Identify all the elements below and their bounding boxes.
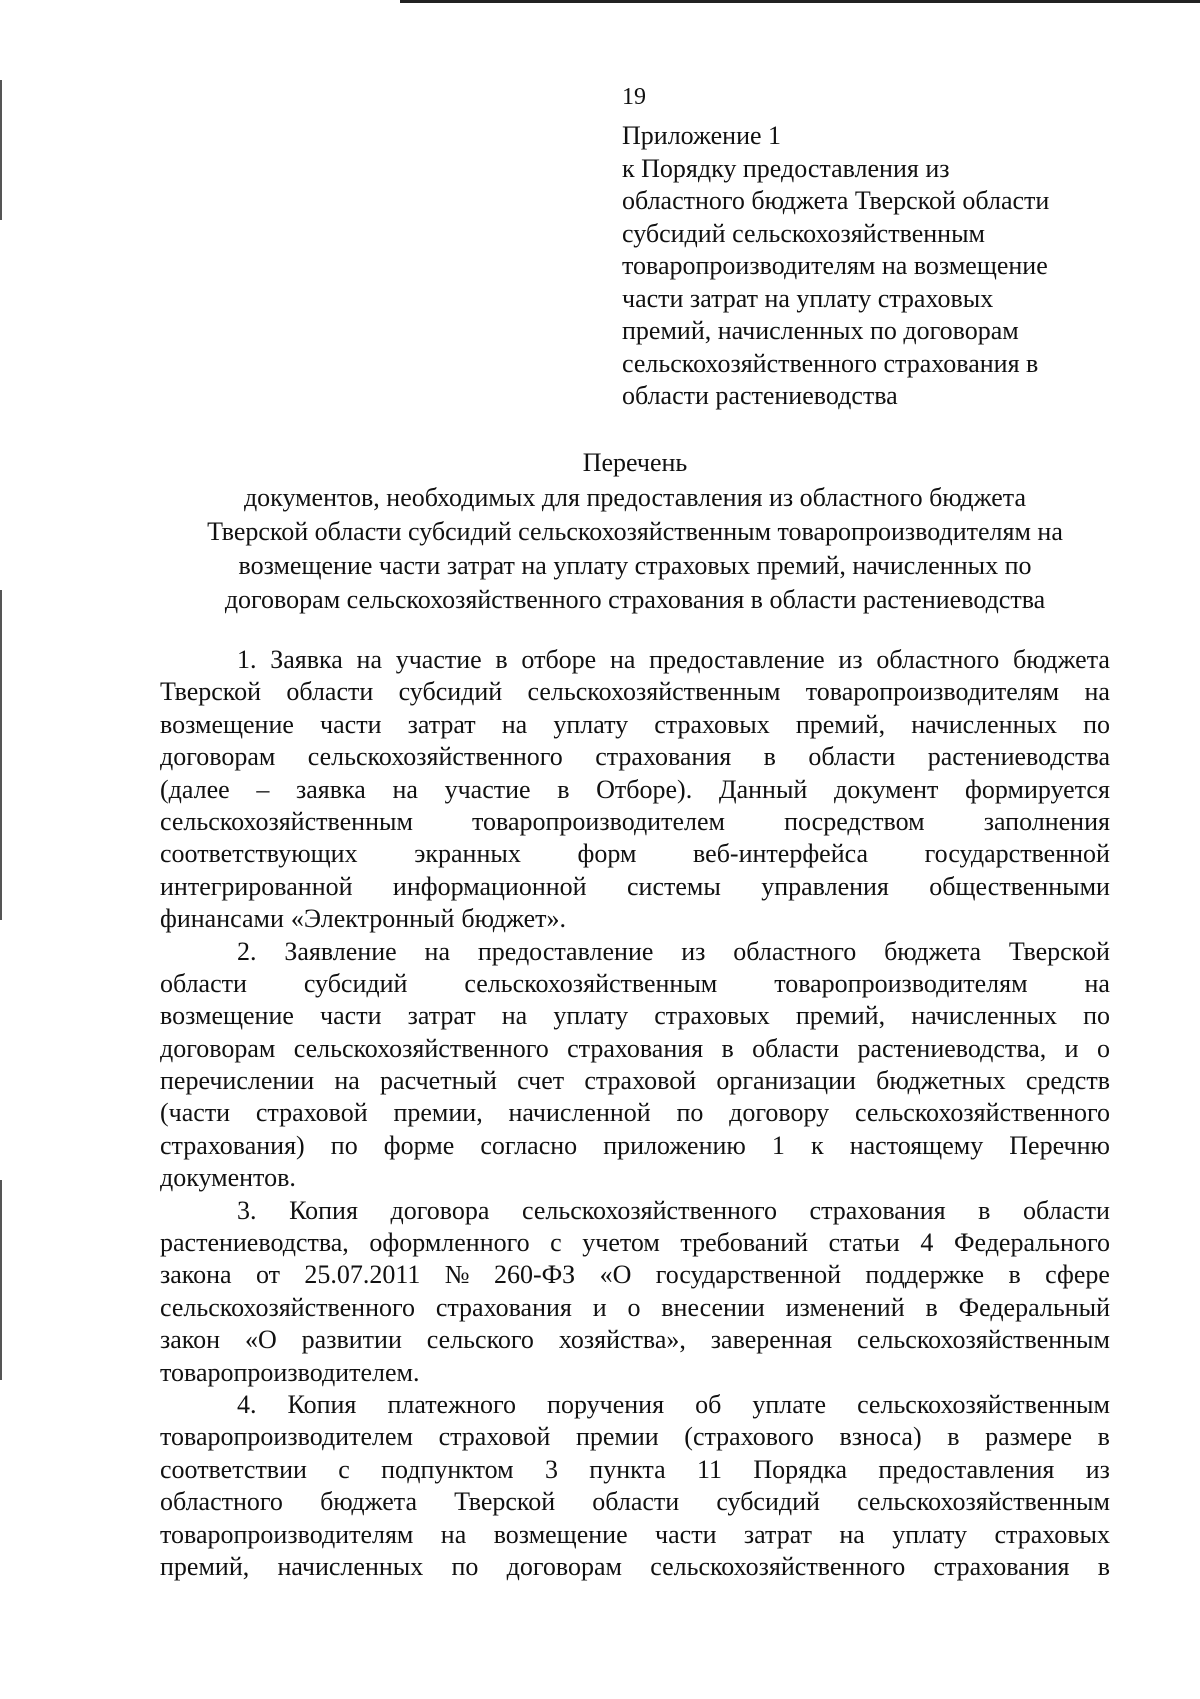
word: по (1083, 709, 1110, 739)
word: страхования (809, 1195, 946, 1225)
word: информационной (392, 871, 587, 901)
word: в (947, 1422, 960, 1452)
appendix-line: к Порядку предоставления из (622, 153, 950, 183)
word: «О (599, 1260, 632, 1290)
word: бюджета (320, 1487, 418, 1517)
word: от (255, 1260, 280, 1290)
word: договора (390, 1195, 490, 1225)
word: сельскохозяйственного (293, 1033, 549, 1063)
word: Заявление (284, 936, 397, 966)
word: предоставление (649, 645, 825, 674)
word: сельскохозяйственного (160, 1292, 415, 1322)
appendix-line: части затрат на уплату страховых (622, 283, 994, 313)
word: размере (985, 1422, 1073, 1452)
word: бюджета (1012, 645, 1110, 674)
word: поручения (547, 1389, 665, 1419)
word: по (676, 1098, 704, 1128)
word: сельскохозяйственным (857, 1389, 1110, 1419)
word: участие (395, 645, 482, 674)
word: сельскохозяйственного (650, 1551, 906, 1581)
word: сельскохозяйственным (464, 968, 718, 998)
word: сфере (1045, 1260, 1110, 1290)
word: изменений (785, 1292, 905, 1322)
word: внесении (661, 1292, 765, 1322)
word: договорам (506, 1551, 622, 1581)
word: возмещение (493, 1519, 628, 1549)
word: товаропроизводителям (160, 1519, 414, 1549)
word: страхования) (160, 1130, 305, 1160)
word: системы (626, 871, 721, 901)
word: заверенная (710, 1325, 833, 1355)
word: 25.07.2011 (304, 1260, 421, 1290)
word: № (444, 1260, 470, 1290)
word: начисленной (508, 1098, 651, 1128)
word: «Электронный (290, 904, 455, 934)
word: перечислении (160, 1066, 315, 1096)
word: подпунктом (381, 1454, 514, 1484)
body-line (160, 1033, 1110, 1065)
word: страховой (438, 1422, 551, 1452)
word: сельскохозяйственным (857, 1487, 1110, 1517)
word: страхования (595, 742, 732, 772)
body-line (160, 936, 1110, 968)
word: закона (160, 1260, 232, 1290)
word: Порядка (753, 1454, 848, 1484)
appendix-line: Приложение 1 (622, 121, 782, 150)
body-line (160, 1357, 1110, 1389)
word: в (1097, 1551, 1110, 1581)
word: взноса) (839, 1422, 922, 1452)
body-line (160, 1259, 1110, 1291)
word: субсидий (716, 1487, 820, 1517)
word: затрат (407, 1001, 476, 1031)
word: Тверской (1008, 936, 1110, 966)
word: с (338, 1454, 350, 1484)
word: в (721, 1033, 734, 1063)
word: и (1064, 1033, 1079, 1063)
body-line (160, 1195, 1110, 1227)
word: заполнения (983, 806, 1110, 836)
word: области (592, 1487, 680, 1517)
word: товаропроизводителям (805, 677, 1060, 707)
word: статьи (828, 1228, 900, 1258)
word: страховых (654, 1001, 770, 1031)
word: Заявка (270, 645, 343, 674)
body-line (160, 1421, 1110, 1453)
word: по (1083, 1001, 1110, 1031)
word: счет (517, 1066, 565, 1096)
word: субсидий (303, 968, 408, 998)
word: областного (876, 645, 1000, 674)
word: области (160, 968, 247, 998)
word: на (1084, 968, 1110, 998)
word: настоящему (849, 1130, 984, 1160)
word: Данный (718, 774, 808, 804)
body-line (160, 644, 1110, 676)
word: о (1096, 1033, 1110, 1063)
word: в (1008, 1260, 1021, 1290)
appendix-line: товаропроизводителям на возмещение (622, 251, 1048, 280)
word: на (501, 709, 528, 739)
word: отборе (521, 645, 597, 674)
word: требований (680, 1228, 809, 1258)
word: в (925, 1292, 938, 1322)
word: Перечню (1009, 1130, 1110, 1160)
word: в (978, 1195, 991, 1225)
word: в (495, 645, 508, 674)
word: Копия (289, 1195, 358, 1225)
word: сельскохозяйственным (857, 1325, 1110, 1355)
body-line (160, 1000, 1110, 1032)
word: бюджета (884, 936, 982, 966)
body-line (160, 903, 1110, 935)
word: Копия (287, 1389, 357, 1419)
appendix-line: премий, начисленных по договорам (622, 316, 1019, 345)
page-number: 19 (622, 84, 646, 110)
word: бюджет». (461, 904, 567, 934)
body-line (160, 1097, 1110, 1129)
word: из (681, 936, 706, 966)
word: договору (729, 1098, 830, 1128)
word: 2. (237, 936, 257, 966)
word: области (286, 677, 374, 707)
word: 260-ФЗ (493, 1260, 576, 1290)
body-line (160, 871, 1110, 903)
body-line (160, 1551, 1110, 1583)
word: субсидий (398, 677, 503, 707)
body-line (160, 968, 1110, 1000)
word: премий, (795, 709, 886, 739)
body-line (160, 1162, 1110, 1194)
word: начисленных (911, 1001, 1057, 1031)
word: страхования (567, 1033, 704, 1063)
word: Федеральный (958, 1292, 1110, 1322)
word: затрат (407, 709, 476, 739)
word: форм (577, 839, 637, 869)
word: форме (383, 1130, 455, 1160)
word: интегрированной (160, 871, 353, 901)
body-line (160, 709, 1110, 741)
word: страховых (994, 1519, 1110, 1549)
word: страховой (255, 1098, 368, 1128)
word: бюджетных (876, 1066, 1006, 1096)
word: организации (716, 1066, 856, 1096)
body-line (160, 838, 1110, 870)
body-line (160, 1227, 1110, 1259)
subtitle-line: договорам сельскохозяйственного страхования в области растениеводства (224, 585, 1046, 614)
body-line (160, 1454, 1110, 1486)
word: и (592, 1292, 607, 1322)
scan-edge-mark (0, 80, 2, 220)
word: в (557, 774, 570, 804)
word: области (752, 1033, 840, 1063)
word: товаропроизводителям (774, 968, 1028, 998)
word: (страхового (684, 1422, 814, 1452)
word: в (1097, 1422, 1110, 1452)
word: о (627, 1292, 641, 1322)
subtitle-line: возмещение части затрат на уплату страховых премий, начисленных по (238, 551, 1032, 580)
top-border-line (400, 0, 1200, 3)
word: уплате (752, 1389, 827, 1419)
appendix-line: сельскохозяйственного страхования в (622, 348, 1039, 378)
word: возмещение (160, 709, 294, 739)
body-line (160, 676, 1110, 708)
word: на (839, 1519, 865, 1549)
body-line (160, 1519, 1110, 1551)
word: премий, (795, 1001, 886, 1031)
word: 4. (237, 1389, 257, 1419)
word: к (810, 1130, 824, 1160)
word: затрат (743, 1519, 812, 1549)
word: товаропроизводителем (472, 806, 725, 836)
word: части (320, 1001, 382, 1031)
word: возмещение (160, 1001, 294, 1031)
word: 1 (771, 1130, 785, 1160)
word: области (1023, 1195, 1110, 1225)
word: на (424, 936, 450, 966)
word: на (440, 1519, 467, 1549)
word: документов. (160, 1163, 296, 1193)
word: сельскохозяйственным (527, 677, 781, 707)
body-line (160, 741, 1110, 773)
word: Федерального (953, 1228, 1110, 1258)
word: документ (833, 774, 939, 804)
word: веб-интерфейса (693, 839, 869, 869)
word: закон (160, 1325, 221, 1355)
word: с (550, 1228, 562, 1258)
word: страхования (933, 1551, 1070, 1581)
word: на (334, 1066, 360, 1096)
appendix-line: субсидий сельскохозяйственным (622, 218, 985, 248)
word: государственной (924, 839, 1110, 869)
word: по (451, 1551, 479, 1581)
word: растениеводства, (160, 1228, 349, 1258)
word: на (1084, 677, 1110, 707)
word: начисленных (911, 709, 1057, 739)
word: страховых (654, 709, 770, 739)
word: растениеводства (927, 742, 1110, 772)
word: приложению (603, 1130, 746, 1160)
word: поддержке (865, 1260, 985, 1290)
word: части (320, 709, 382, 739)
word: сельскохозяйственного (854, 1098, 1110, 1128)
word: участие (444, 774, 531, 804)
word: об (695, 1389, 722, 1419)
word: договорам (160, 1033, 276, 1063)
word: товаропроизводителем. (160, 1357, 420, 1387)
word: уплату (553, 1001, 629, 1031)
body-line (160, 774, 1110, 806)
word: начисленных (277, 1551, 424, 1581)
word: на (501, 1001, 528, 1031)
word: расчетный (380, 1066, 497, 1096)
word: премии, (393, 1098, 483, 1128)
word: страхования (435, 1292, 572, 1322)
word: посредством (784, 806, 925, 836)
word: платежного (387, 1389, 516, 1419)
word: областного (160, 1487, 283, 1517)
word: на (356, 645, 382, 674)
word: Отборе). (596, 774, 693, 804)
word: на (392, 774, 418, 804)
document-title: Перечень (582, 448, 688, 477)
word: государственной (655, 1260, 842, 1290)
word: (части (160, 1098, 231, 1128)
word: сельскохозяйственным (160, 806, 413, 836)
word: Тверской (454, 1487, 556, 1517)
word: растениеводства, (857, 1033, 1047, 1063)
word: хозяйства», (558, 1325, 686, 1355)
word: согласно (480, 1130, 578, 1160)
appendix-header (622, 120, 1142, 413)
word: премии (575, 1422, 659, 1452)
word: экранных (414, 839, 521, 869)
word: 11 (696, 1454, 722, 1484)
word: предоставления (878, 1454, 1055, 1484)
word: сельскохозяйственного (307, 742, 563, 772)
word: – (256, 774, 270, 804)
word: части (655, 1519, 717, 1549)
word: премий, (160, 1551, 250, 1581)
appendix-line: областного бюджета Тверской области (622, 186, 1050, 215)
body-line (160, 1389, 1110, 1421)
body-line (160, 1065, 1110, 1097)
word: развитии (301, 1325, 402, 1355)
word: 1. (237, 645, 257, 674)
subtitle-line: Тверской области субсидий сельскохозяйственным товаропроизводителям на (207, 517, 1063, 546)
word: «О (244, 1325, 277, 1355)
word: из (1085, 1454, 1110, 1484)
word: средств (1025, 1066, 1110, 1096)
word: уплату (892, 1519, 968, 1549)
word: на (609, 645, 636, 674)
word: сельского (426, 1325, 534, 1355)
word: пункта (589, 1454, 666, 1484)
scan-edge-mark (0, 1180, 2, 1380)
word: предоставление (477, 936, 654, 966)
word: соответствии (160, 1454, 307, 1484)
word: управления (761, 871, 889, 901)
word: по (330, 1130, 358, 1160)
word: 4 (920, 1228, 934, 1258)
body-line (160, 1486, 1110, 1518)
word: страховой (584, 1066, 697, 1096)
body-line (160, 806, 1110, 838)
word: областного (733, 936, 857, 966)
body-line (160, 1324, 1110, 1356)
word: сельскохозяйственного (521, 1195, 777, 1225)
document-body (160, 644, 1110, 1583)
word: товаропроизводителем (160, 1422, 413, 1452)
word: формируется (965, 774, 1110, 804)
document-subtitle (160, 481, 1110, 617)
subtitle-line: документов, необходимых для предоставления из областного бюджета (243, 483, 1027, 512)
word: финансами (160, 904, 284, 934)
word: из (838, 645, 863, 674)
word: в (763, 742, 776, 772)
body-line (160, 1292, 1110, 1324)
scan-edge-mark (0, 590, 2, 920)
body-line (160, 1130, 1110, 1162)
word: учетом (582, 1228, 660, 1258)
word: области (808, 742, 896, 772)
word: общественными (929, 871, 1110, 901)
word: уплату (553, 709, 629, 739)
word: (далее (160, 774, 230, 804)
word: соответствующих (160, 839, 358, 869)
word: Тверской (160, 677, 262, 707)
appendix-line: области растениеводства (622, 381, 898, 410)
word: заявка (296, 774, 366, 804)
word: 3. (237, 1195, 257, 1225)
word: договорам (160, 742, 276, 772)
word: 3 (544, 1454, 558, 1484)
word: оформленного (369, 1228, 530, 1258)
